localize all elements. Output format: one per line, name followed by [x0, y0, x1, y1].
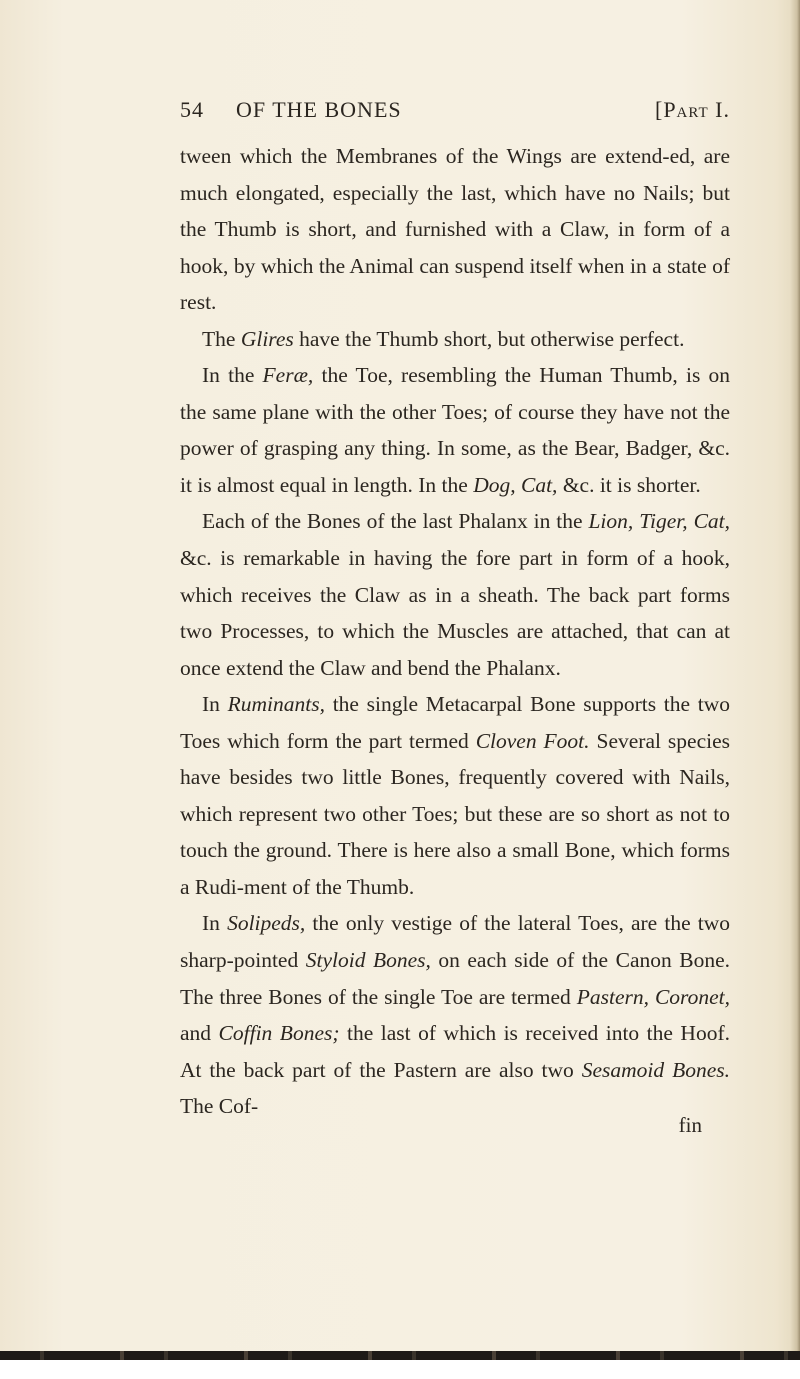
italic-term: Lion, — [588, 509, 634, 534]
italic-term: Glires — [240, 326, 294, 351]
part-label: [Part I. — [655, 97, 730, 122]
text-run: on each side of the Canon Bone. The three Bones of the single Toe are termed — [180, 948, 731, 1009]
italic-term: Cloven Foot. — [475, 728, 590, 753]
italic-term: Coffin Bones; — [218, 1021, 340, 1046]
scan-bottom-edge — [0, 1351, 800, 1379]
text-run: Several species have besides two little Bones, frequently covered with Nails, which represent two other Toes; but these are so short as not to touch the ground. There is here also a small Bone, which forms a Rudi-ment of the Thumb. — [180, 728, 730, 899]
italic-term: Cat, — [520, 472, 558, 497]
italic-term: Sesamoid Bones. — [581, 1057, 731, 1082]
text-run: the only vestige of the lateral Toes, are the two sharp-pointed — [180, 911, 731, 973]
text-run: In — [202, 911, 228, 936]
paragraph-p2 — [180, 321, 730, 358]
text-run: have the Thumb short, but otherwise perfect. — [293, 326, 685, 351]
italic-term: Dog, — [473, 472, 516, 497]
page-edge-shadow — [790, 0, 800, 1379]
text-run: the Toe, resembling the Human Thumb, is on the same plane with the other Toes; of course they have not the power of grasping any thing. In some, as the Bear, Badger, &c. it is almost equal in length. In the — [180, 363, 730, 497]
italic-term: Ruminants, — [227, 692, 325, 717]
running-title: OF THE BONES — [236, 97, 402, 122]
italic-term: Styloid Bones, — [305, 948, 431, 973]
text-run: The — [202, 326, 241, 351]
italic-term: Cat, — [693, 509, 731, 534]
text-run: &c. is remarkable in having the fore part in form of a hook, which receives the Claw as in a sheath. The back part forms two Processes, to which the Muscles are attached, that can at once extend the Claw and bend the Phalanx. — [180, 546, 730, 680]
paragraph-p4 — [180, 503, 730, 686]
italic-term: Coronet, — [654, 984, 730, 1009]
text-run: &c. it is shorter. — [557, 472, 701, 497]
text-run: In the — [202, 363, 263, 388]
paragraph-p1 — [180, 138, 730, 321]
catchword: fin — [678, 1113, 702, 1137]
text-run: Each of the Bones of the last Phalanx in the — [202, 509, 589, 534]
text-run: In — [202, 692, 228, 717]
text-run: The Cof- — [180, 1094, 259, 1119]
text-run: the single Metacarpal Bone supports the two Toes which form the part termed — [180, 692, 730, 753]
text-run: and — [180, 1021, 219, 1046]
paragraph-p3 — [180, 357, 730, 503]
paragraph-p6 — [180, 905, 730, 1124]
italic-term: Feræ, — [262, 363, 314, 388]
body-text — [180, 138, 730, 1125]
page-header — [180, 97, 730, 127]
page-number: 54 — [180, 97, 204, 122]
text-run: the last of which is received into the Hoof. At the back part of the Pastern are also two — [180, 1021, 730, 1082]
text-run: tween which the Membranes of the Wings are extend-ed, are much elongated, especially the last, which have no Nails; but the Thumb is short, and furnished with a Claw, in form of a hook, by which the Animal can suspend itself when in a state of rest. — [180, 144, 730, 315]
italic-term: Tiger, — [639, 509, 688, 534]
italic-term: Pastern, — [576, 984, 649, 1009]
paragraph-p5 — [180, 686, 730, 905]
scan-ink-strip — [0, 1351, 800, 1360]
italic-term: Solipeds, — [227, 911, 306, 936]
